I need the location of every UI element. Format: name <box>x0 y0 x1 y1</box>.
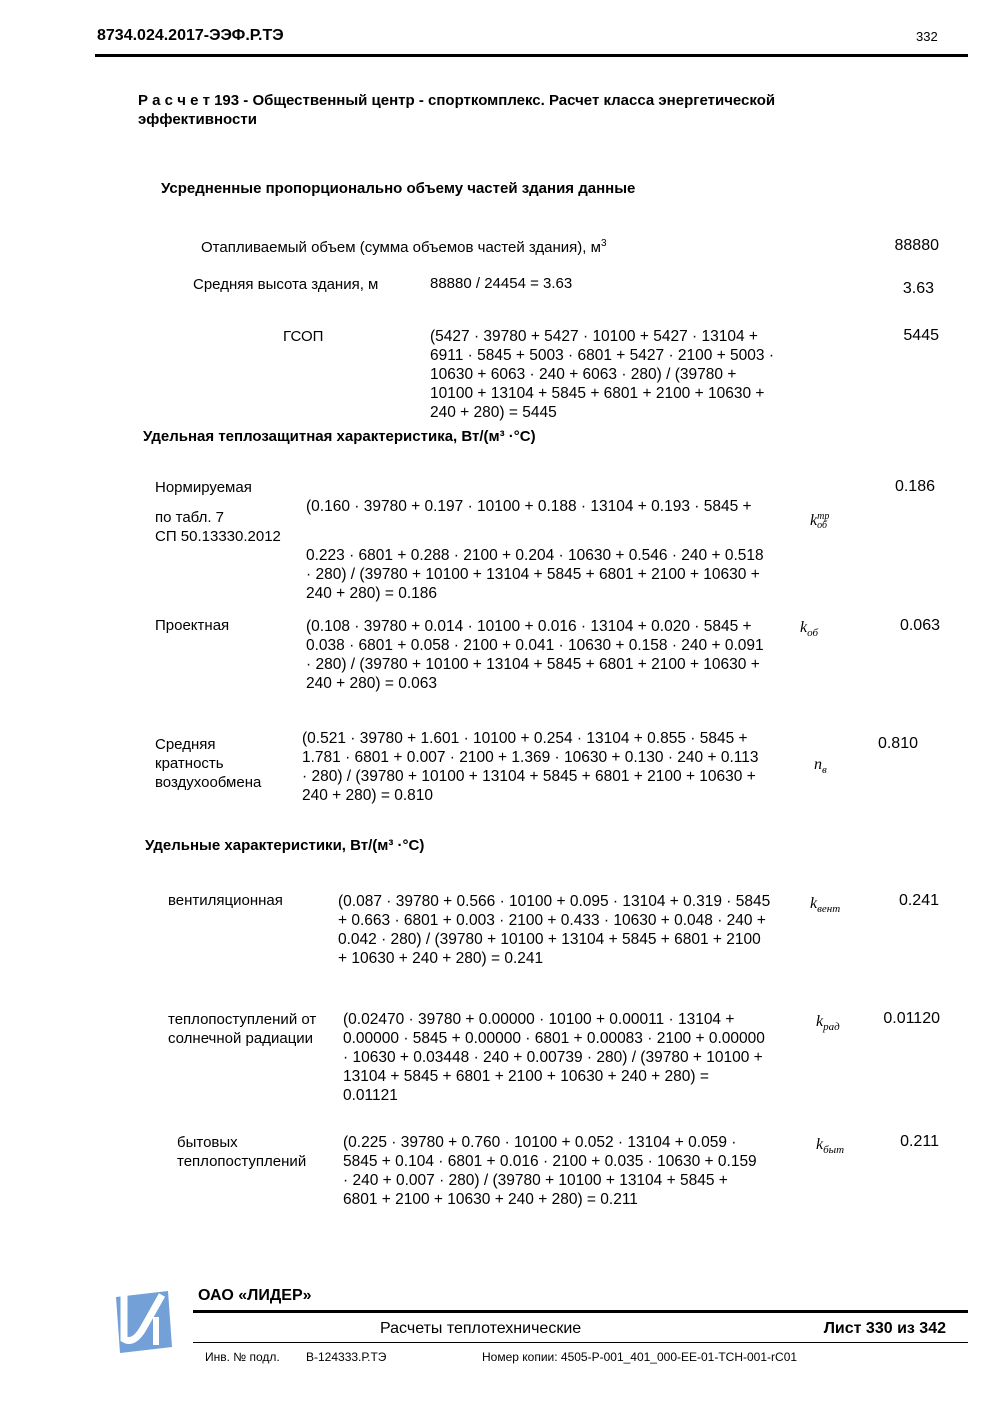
avg-height-formula: 88880 / 24454 = 3.63 <box>430 275 573 292</box>
normative-symbol <box>810 512 829 530</box>
company-name: ОАО «ЛИДЕР» <box>198 1287 312 1304</box>
normative-label-line2: по табл. 7 <box>155 509 225 526</box>
design-symbol-sub: об <box>807 627 818 640</box>
normative-formula <box>306 478 801 622</box>
avg-height-value: 3.63 <box>902 280 934 297</box>
household-symbol-sub: быт <box>823 1144 845 1157</box>
solar-symbol-sub: рад <box>823 1021 840 1034</box>
household-symbol-letter: k <box>816 1136 824 1153</box>
solar-label-line1: теплопоступлений от <box>168 1011 317 1028</box>
footer-doc-title: Расчеты теплотехнические <box>380 1320 582 1337</box>
normative-formula-rest: 0.223 · 6801 + 0.288 · 2100 + 0.204 · 10630 + 0.546 · 240 + 0.518 · 280) / (39780 + 10100 + 13104 + 5845 + 6801 + 2100 + 10630 + 240 + 280) = 0.186 <box>306 547 764 602</box>
ventilation-symbol-sub: вент <box>817 903 841 916</box>
normative-symbol-sup: тр <box>817 511 830 523</box>
household-label <box>177 1133 306 1171</box>
household-label-line1: бытовых <box>177 1134 238 1151</box>
solar-formula: (0.02470 · 39780 + 0.00000 · 10100 + 0.00011 · 13104 + 0.00000 · 5845 + 0.00000 · 6801 + 0.00083 · 2100 + 0.00000 · 10630 + 0.03448 · 240 + 0.00739 · 280) / (39780 + 10100 + 13104 + 5845 + 6801 + 2100 + 10630 + 240 + 280) = 0.01121 <box>343 1011 765 1104</box>
ventilation-formula: (0.087 · 39780 + 0.566 · 10100 + 0.095 · 13104 + 0.319 · 5845 + 0.663 · 6801 + 0.003 · 2100 + 0.433 · 10630 + 0.048 · 240 + 0.042 · 280) / (39780 + 10100 + 13104 + 5845 + 6801 + 2100 + 10630 + 240 + 280) = 0.241 <box>338 893 771 967</box>
heated-volume-unit-sup: 3 <box>600 238 607 249</box>
air-exchange-formula: (0.521 · 39780 + 1.601 · 10100 + 0.254 · 13104 + 0.855 · 5845 + 1.781 · 6801 + 0.007 · 2100 + 1.369 · 10630 + 0.130 · 240 + 0.113 · 280) / (39780 + 10100 + 13104 + 5845 + 6801 + 2100 + 10630 + 240 + 280) = 0.810 <box>302 730 759 804</box>
heat-protection-heading: Удельная теплозащитная характеристика, Вт/(м³ ·°С) <box>143 428 536 445</box>
inventory-value: В-124333.Р.ТЭ <box>306 1350 387 1364</box>
heated-volume-label-text: Отапливаемый объем (сумма объемов частей здания), м <box>201 239 601 256</box>
air-exchange-symbol-letter: n <box>814 756 822 773</box>
averaged-data-heading: Усредненные пропорционально объему частей здания данные <box>161 180 636 197</box>
gsop-label: ГСОП <box>283 328 324 345</box>
gsop-value: 5445 <box>903 327 939 344</box>
air-exchange-symbol <box>814 756 827 776</box>
solar-value: 0.01120 <box>883 1010 940 1027</box>
air-exchange-label-line2: кратность <box>155 755 224 772</box>
air-exchange-label-line3: воздухообмена <box>155 774 262 791</box>
air-exchange-symbol-sub: в <box>822 764 827 777</box>
footer-rule-bottom <box>193 1342 968 1343</box>
design-symbol <box>800 619 818 639</box>
normative-symbol-sub: об <box>817 520 828 532</box>
company-logo <box>110 1287 180 1357</box>
air-exchange-label-line1: Средняя <box>155 736 216 753</box>
normative-formula-line1: (0.160 · 39780 + 0.197 · 10100 + 0.188 · 13104 + 0.193 · 5845 + <box>306 498 752 515</box>
heated-volume-label <box>201 238 607 256</box>
footer-sheet: Лист 330 из 342 <box>823 1320 946 1337</box>
ventilation-symbol-letter: k <box>810 895 818 912</box>
inventory-label: Инв. № подл. <box>205 1350 280 1364</box>
design-symbol-letter: k <box>800 619 808 636</box>
document-code: 8734.024.2017-ЭЭФ.Р.ТЭ <box>97 27 284 44</box>
normative-symbol-letter: k <box>810 512 818 529</box>
household-symbol <box>816 1136 844 1156</box>
design-label: Проектная <box>155 617 230 634</box>
household-formula: (0.225 · 39780 + 0.760 · 10100 + 0.052 · 13104 + 0.059 · 5845 + 0.104 · 6801 + 0.016 · 2100 + 0.035 · 10630 + 0.159 · 240 + 0.007 · 280) / (39780 + 10100 + 13104 + 5845 + 6801 + 2100 + 10630 + 240 + 280) = 0.211 <box>343 1134 757 1208</box>
solar-label <box>168 1010 316 1048</box>
calc-title <box>138 91 775 129</box>
header-rule <box>95 54 968 57</box>
design-formula: (0.108 · 39780 + 0.014 · 10100 + 0.016 · 13104 + 0.020 · 5845 + 0.038 · 6801 + 0.058 · 2100 + 0.041 · 10630 + 0.158 · 240 + 0.091 · 280) / (39780 + 10100 + 13104 + 5845 + 6801 + 2100 + 10630 + 240 + 280) = 0.063 <box>306 618 764 692</box>
normative-label <box>155 478 281 546</box>
calc-title-line1: Р а с ч е т 193 - Общественный центр - спорткомплекс. Расчет класса энергетической <box>138 92 776 109</box>
heated-volume-value: 88880 <box>894 237 939 254</box>
specific-heading: Удельные характеристики, Вт/(м³ ·°С) <box>145 837 425 854</box>
air-exchange-value: 0.810 <box>877 735 918 752</box>
calc-title-line2: эффективности <box>138 111 257 128</box>
ventilation-value: 0.241 <box>898 892 939 909</box>
solar-symbol-letter: k <box>816 1013 824 1030</box>
household-label-line2: теплопоступлений <box>177 1153 307 1170</box>
normative-value: 0.186 <box>894 478 935 495</box>
normative-label-line1: Нормируемая <box>155 479 252 496</box>
footer-rule-top <box>193 1310 968 1313</box>
ventilation-symbol <box>810 895 840 915</box>
copy-number: Номер копии: 4505-Р-001_401_000-ЕЕ-01-ТСН-001-rС01 <box>482 1350 798 1364</box>
solar-label-line2: солнечной радиации <box>168 1030 314 1047</box>
solar-symbol <box>816 1013 840 1033</box>
normative-label-line3: СП 50.13330.2012 <box>155 528 281 545</box>
design-value: 0.063 <box>899 617 940 634</box>
page-number: 332 <box>916 29 938 44</box>
air-exchange-label <box>155 735 261 792</box>
avg-height-label: Средняя высота здания, м <box>193 276 379 293</box>
household-value: 0.211 <box>900 1133 939 1150</box>
gsop-formula: (5427 · 39780 + 5427 · 10100 + 5427 · 13104 + 6911 · 5845 + 5003 · 6801 + 5427 · 2100 + 5003 · 10630 + 6063 · 240 + 6063 · 280) / (39780 + 10100 + 13104 + 5845 + 6801 + 2100 + 10630 + 240 + 280) = 5445 <box>430 328 775 421</box>
ventilation-label: вентиляционная <box>168 892 283 909</box>
